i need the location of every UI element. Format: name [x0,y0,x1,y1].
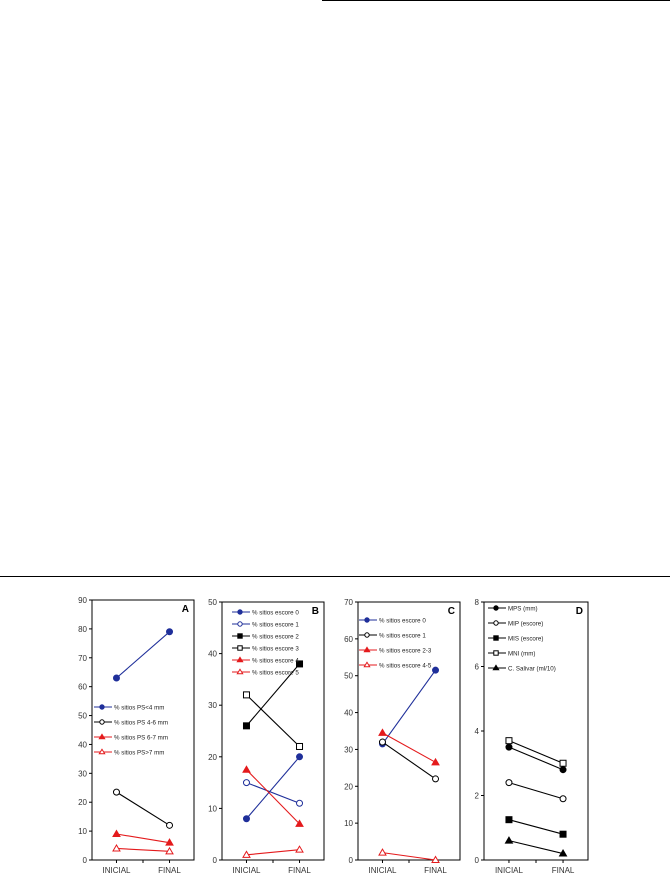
legend-swatch-marker [494,606,498,610]
legend-label: C. Salivar (ml/10) [508,665,556,673]
legend [488,606,556,673]
legend-item [94,705,164,712]
legend-label: % sitios escore 5 [252,669,299,677]
legend-label: MPS (mm) [508,605,538,613]
legend-label: % sitios escore 1 [252,621,299,629]
series-sitios-escore-5 [243,846,303,857]
y-tick-label: 50 [208,598,217,607]
legend-label: % sitios escore 0 [379,617,426,625]
legend-label: % sitios escore 0 [252,609,299,617]
data-point-final [297,800,303,806]
series-line [246,783,299,804]
series-line [509,820,563,835]
data-point-final [433,776,439,782]
legend-label: % sitios escore 3 [252,645,299,653]
series-sitios-escore-4 [243,766,303,826]
plot-frame [358,602,460,860]
data-point-final [167,629,173,635]
data-point-final [167,822,173,828]
y-tick-label: 10 [78,827,87,837]
x-tick-label-final: FINAL [551,866,575,875]
chart-panel-d [460,596,596,883]
y-tick-label: 0 [348,856,353,865]
y-tick-label: 10 [208,804,217,814]
data-point-inicial [243,692,249,698]
x-tick-label-final: FINAL [158,866,181,875]
series-line [246,757,299,819]
series-sitios-ps-4-6-mm [113,789,172,828]
x-tick-label-final: FINAL [288,866,311,875]
series-sitios-ps-6-7-mm [113,831,173,846]
data-point-inicial [506,780,512,786]
series-sitios-ps-4-mm [113,629,172,681]
data-point-final [296,846,303,852]
series-sitios-escore-3 [243,692,302,750]
legend-label: MIS (escore) [508,635,544,643]
data-point-final [560,767,566,773]
legend-swatch-marker [237,657,242,661]
y-tick-label: 6 [474,662,479,672]
legend-label: % sitios escore 4 [252,657,299,665]
y-tick-label: 30 [78,769,87,779]
legend-item [488,606,538,613]
data-point-final [560,796,566,802]
data-point-inicial [243,766,250,772]
legend-item [359,633,426,640]
series-sitios-escore-0 [243,754,302,822]
legend-swatch-marker [364,647,369,651]
legend-item [488,651,536,658]
legend-label: MNI (mm) [508,650,536,658]
x-tick-label-inicial: INICIAL [368,866,397,875]
data-point-inicial [506,817,512,823]
legend-label: MIP (escore) [508,620,544,628]
y-tick-label: 0 [212,856,217,865]
data-point-final [560,831,566,837]
legend-swatch-marker [238,622,242,626]
legend-swatch-marker [100,720,104,724]
y-tick-label: 20 [78,798,87,808]
y-tick-label: 30 [208,701,217,711]
legend-swatch-marker [493,665,498,669]
legend-item [232,634,299,641]
legend-item [359,647,432,654]
y-tick-label: 40 [78,740,87,750]
y-tick-label: 60 [78,682,87,692]
legend-swatch-marker [238,610,242,614]
y-tick-label: 70 [344,598,353,607]
legend-label: % sitios escore 4-5 [379,662,432,670]
data-point-inicial [113,789,119,795]
legend-swatch-marker [100,705,104,709]
data-point-final [432,759,439,765]
series-sitios-ps-7-mm [113,845,173,854]
legend-swatch-marker [365,618,369,622]
x-tick-label-inicial: INICIAL [232,866,261,875]
legend-swatch-marker [237,669,242,673]
plot-frame [222,602,324,860]
legend-swatch-marker [494,651,498,655]
legend-swatch-marker [99,734,104,738]
series-line [246,850,299,855]
chart-panel-b [200,596,330,883]
data-point-inicial [243,723,249,729]
y-tick-label: 50 [344,671,353,681]
data-point-final [297,754,303,760]
series-line [246,695,299,747]
legend [94,705,168,757]
legend-label: % sitios PS<4 mm [114,704,165,712]
data-point-inicial [113,675,119,681]
legend-item [488,665,556,672]
plot-frame [92,600,194,860]
y-tick-label: 10 [344,819,353,829]
chart-panel-c [336,596,466,883]
y-tick-label: 8 [474,598,479,607]
legend-item [359,662,432,669]
y-tick-label: 90 [78,596,87,605]
series-line [509,741,563,764]
y-tick-label: 0 [82,856,87,865]
x-tick-label-inicial: INICIAL [494,866,523,875]
legend-label: % sitios escore 2-3 [379,647,432,655]
legend-label: % sitios PS 4-6 mm [114,719,168,727]
panel-label: D [575,606,583,617]
legend-swatch-marker [238,646,242,650]
legend-item [232,669,299,676]
legend-swatch-marker [365,633,369,637]
top-rule [322,0,670,1]
legend-item [488,621,543,628]
series-line [509,783,563,799]
series-c-salivar-ml-10 [505,837,566,856]
series-line [116,834,169,843]
y-tick-label: 30 [344,745,353,755]
y-tick-label: 70 [78,653,87,663]
panel-label: A [181,604,189,615]
legend-item [94,749,164,756]
series-sitios-escore-1 [243,780,302,807]
y-tick-label: 0 [474,856,479,865]
series-sitios-escore-0 [379,667,438,747]
y-tick-label: 40 [344,708,353,718]
series-line [116,792,169,825]
y-tick-label: 20 [344,782,353,792]
series-sitios-escore-2-3 [379,729,439,764]
series-line [116,632,169,678]
legend [359,618,432,670]
x-tick-label-final: FINAL [424,866,447,875]
legend-swatch-marker [494,621,498,625]
x-tick-label-inicial: INICIAL [102,866,131,875]
legend-swatch-marker [238,634,242,638]
legend-item [94,720,168,727]
panel-label: B [311,606,319,617]
series-line [116,848,169,851]
series-sitios-escore-1 [379,739,438,782]
series-mps-mm [506,744,566,773]
series-mis-escore [506,817,566,838]
series-mip-escore [506,780,566,802]
legend [232,610,299,677]
legend-item [359,618,426,625]
series-line [509,747,563,770]
y-tick-label: 4 [474,727,479,736]
data-point-inicial [506,738,512,744]
data-point-final [297,743,303,749]
series-line [509,841,563,854]
legend-item [488,636,543,643]
legend-item [94,734,168,741]
y-tick-label: 80 [78,624,87,634]
legend-swatch-marker [494,636,498,640]
data-point-inicial [379,739,385,745]
chart-panel-a [70,596,200,883]
legend-item [232,610,299,617]
legend-item [232,646,299,653]
legend-swatch-marker [364,662,369,666]
legend-label: % sitios escore 2 [252,633,299,641]
y-tick-label: 20 [208,752,217,762]
data-point-final [560,760,566,766]
legend-label: % sitios PS>7 mm [114,749,165,757]
y-tick-label: 60 [344,634,353,644]
series-line [382,853,435,860]
legend-item [232,622,299,629]
data-point-final [433,667,439,673]
data-point-inicial [505,837,512,843]
series-line [246,770,299,824]
panel-label: C [447,606,455,617]
section-rule [0,576,670,577]
legend-item [232,657,299,664]
legend-label: % sitios PS 6-7 mm [114,734,168,742]
data-point-inicial [113,831,120,837]
data-point-inicial [379,729,386,735]
y-tick-label: 50 [78,711,87,721]
legend-swatch-marker [99,749,104,753]
y-tick-label: 40 [208,649,217,659]
series-line [382,670,435,744]
series-mni-mm [506,738,566,767]
legend-label: % sitios escore 1 [379,632,426,640]
data-point-inicial [243,816,249,822]
data-point-inicial [379,849,386,855]
data-point-inicial [243,780,249,786]
data-point-inicial [506,744,512,750]
y-tick-label: 2 [474,791,479,801]
data-point-inicial [113,845,120,851]
